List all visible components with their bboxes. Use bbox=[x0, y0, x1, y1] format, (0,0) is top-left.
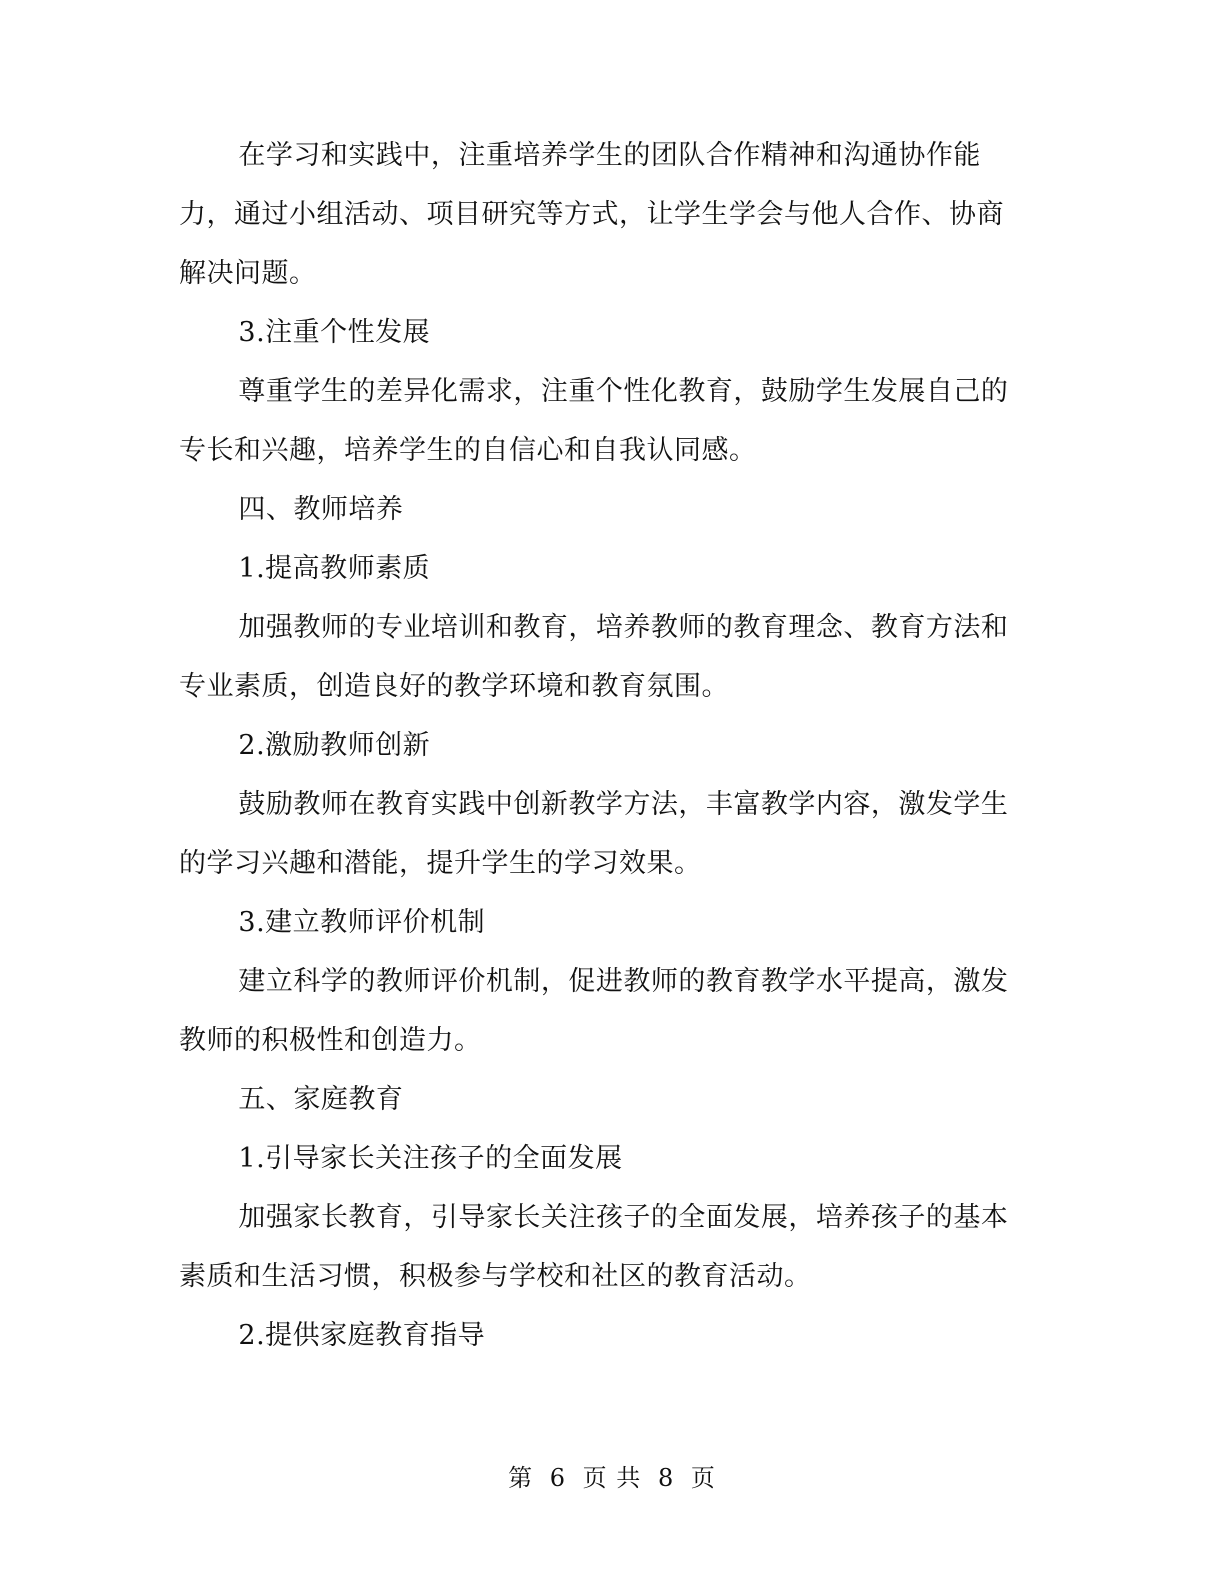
body-paragraph: 尊重学生的差异化需求，注重个性化教育，鼓励学生发展自己的专长和兴趣，培养学生的自信心和自我认同感。 bbox=[179, 376, 1009, 466]
body-paragraph: 鼓励教师在教育实践中创新教学方法，丰富教学内容，激发学生的学习兴趣和潜能，提升学生的学习效果。 bbox=[179, 789, 1009, 879]
section-subheading: 1.引导家长关注孩子的全面发展 bbox=[238, 1143, 623, 1174]
body-paragraph: 建立科学的教师评价机制，促进教师的教育教学水平提高，激发教师的积极性和创造力。 bbox=[179, 966, 1009, 1056]
footer-current-page: 6 bbox=[549, 1464, 567, 1492]
body-paragraph: 在学习和实践中，注重培养学生的团队合作精神和沟通协作能力，通过小组活动、项目研究等方式，让学生学会与他人合作、协商解决问题。 bbox=[179, 140, 1004, 289]
section-subheading: 3.注重个性发展 bbox=[238, 317, 431, 348]
section-subheading: 3.建立教师评价机制 bbox=[238, 907, 486, 938]
section-heading: 五、家庭教育 bbox=[238, 1084, 404, 1115]
body-paragraph: 加强教师的专业培训和教育，培养教师的教育理念、教育方法和专业素质，创造良好的教学环境和教育氛围。 bbox=[179, 612, 1009, 702]
footer-prefix: 第 bbox=[508, 1464, 534, 1492]
footer-middle: 页 共 bbox=[582, 1464, 642, 1492]
body-paragraph: 加强家长教育，引导家长关注孩子的全面发展，培养孩子的基本素质和生活习惯，积极参与学校和社区的教育活动。 bbox=[179, 1202, 1009, 1292]
document-body bbox=[179, 126, 1029, 1365]
section-subheading: 1.提高教师素质 bbox=[238, 553, 431, 584]
footer-suffix: 页 bbox=[690, 1464, 716, 1492]
footer-total-pages: 8 bbox=[657, 1464, 675, 1492]
section-subheading: 2.提供家庭教育指导 bbox=[238, 1320, 486, 1351]
page-footer bbox=[0, 1458, 1224, 1493]
section-heading: 四、教师培养 bbox=[238, 494, 404, 525]
section-subheading: 2.激励教师创新 bbox=[238, 730, 431, 761]
